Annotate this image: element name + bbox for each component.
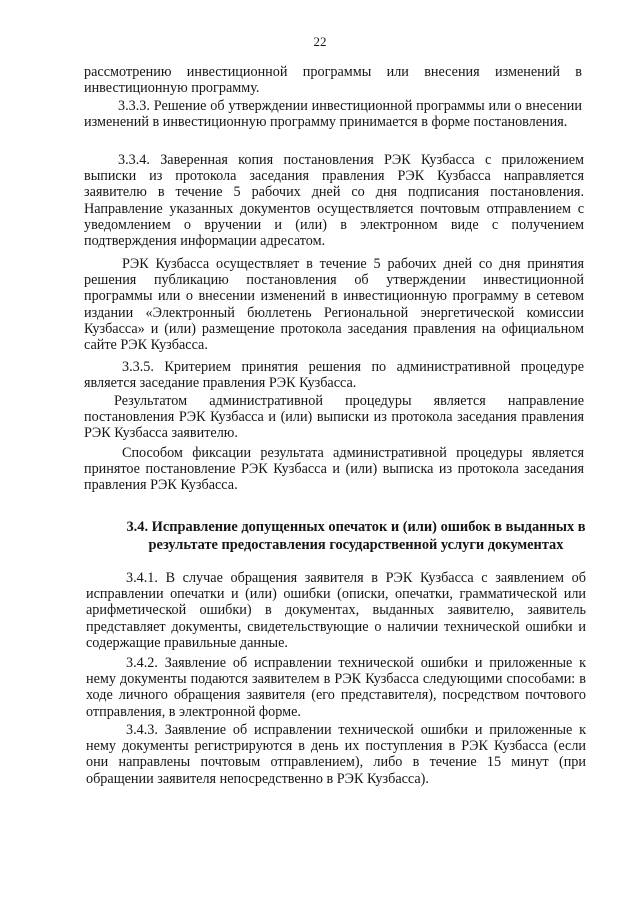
section-heading-3-4: 3.4. Исправление допущенных опечаток и (или) ошибок в выданных в результате предоставления государственной услуги документах bbox=[126, 519, 586, 553]
paragraph-3-4-3: 3.4.3. Заявление об исправлении технической ошибки и приложенные к нему документы регистрируются в день их поступления в РЭК Кузбасса (если они направлены почтовым отправлением), либо в течение 15 минут (при обращении заявителя непосредственно в РЭК Кузбасса). bbox=[86, 722, 586, 787]
paragraph-3-3-4: 3.3.4. Заверенная копия постановления РЭК Кузбасса с приложением выписки из протокола заседания правления РЭК Кузбасса направляется заявителю в течение 5 рабочих дней со дня подписания постановления. Направление указанных документов осуществляется почтовым отправлением с уведомлением о вручении и (или) в электронном виде с получением подтверждения информации адресатом. bbox=[84, 152, 584, 250]
paragraph-3-3-3: 3.3.3. Решение об утверждении инвестиционной программы или о внесении изменений в инвестиционную программу принимается в форме постановления. bbox=[84, 98, 582, 131]
paragraph-result: Результатом административной процедуры является направление постановления РЭК Кузбасса и (или) выписки из протокола заседания правления РЭК Кузбасса заявителю. bbox=[84, 393, 584, 442]
paragraph-3-4-2: 3.4.2. Заявление об исправлении технической ошибки и приложенные к нему документы подаются заявителем в РЭК Кузбасса следующими способами: в ходе личного обращения заявителя (его представителя), посредством почтового отправления, в электронной форме. bbox=[86, 655, 586, 720]
paragraph-fixation: Способом фиксации результата административной процедуры является принятое постановление РЭК Кузбасса и (или) выписка из протокола заседания правления РЭК Кузбасса. bbox=[84, 445, 584, 494]
paragraph-publication: РЭК Кузбасса осуществляет в течение 5 рабочих дней со дня принятия решения публикацию постановления об утверждении инвестиционной программы или о внесении изменений в инвестиционную программу в сетевом издании «Электронный бюллетень Региональной энергетической комиссии Кузбасса» и (или) размещение протокола заседания правления на официальном сайте РЭК Кузбасса. bbox=[84, 256, 584, 354]
paragraph-3-4-1: 3.4.1. В случае обращения заявителя в РЭК Кузбасса с заявлением об исправлении опечатки и (или) ошибки (описки, опечатки, грамматической или арифметической ошибки) в документах, выданных заявителю, заявитель представляет документы, свидетельствующие о наличии технической ошибки и содержащие правильные данные. bbox=[86, 570, 586, 651]
page-number: 22 bbox=[313, 34, 327, 49]
paragraph-3-3-5: 3.3.5. Критерием принятия решения по административной процедуре является заседание правления РЭК Кузбасса. bbox=[84, 359, 584, 392]
paragraph-continuation: рассмотрению инвестиционной программы или внесения изменений в инвестиционную программу. bbox=[84, 64, 582, 97]
